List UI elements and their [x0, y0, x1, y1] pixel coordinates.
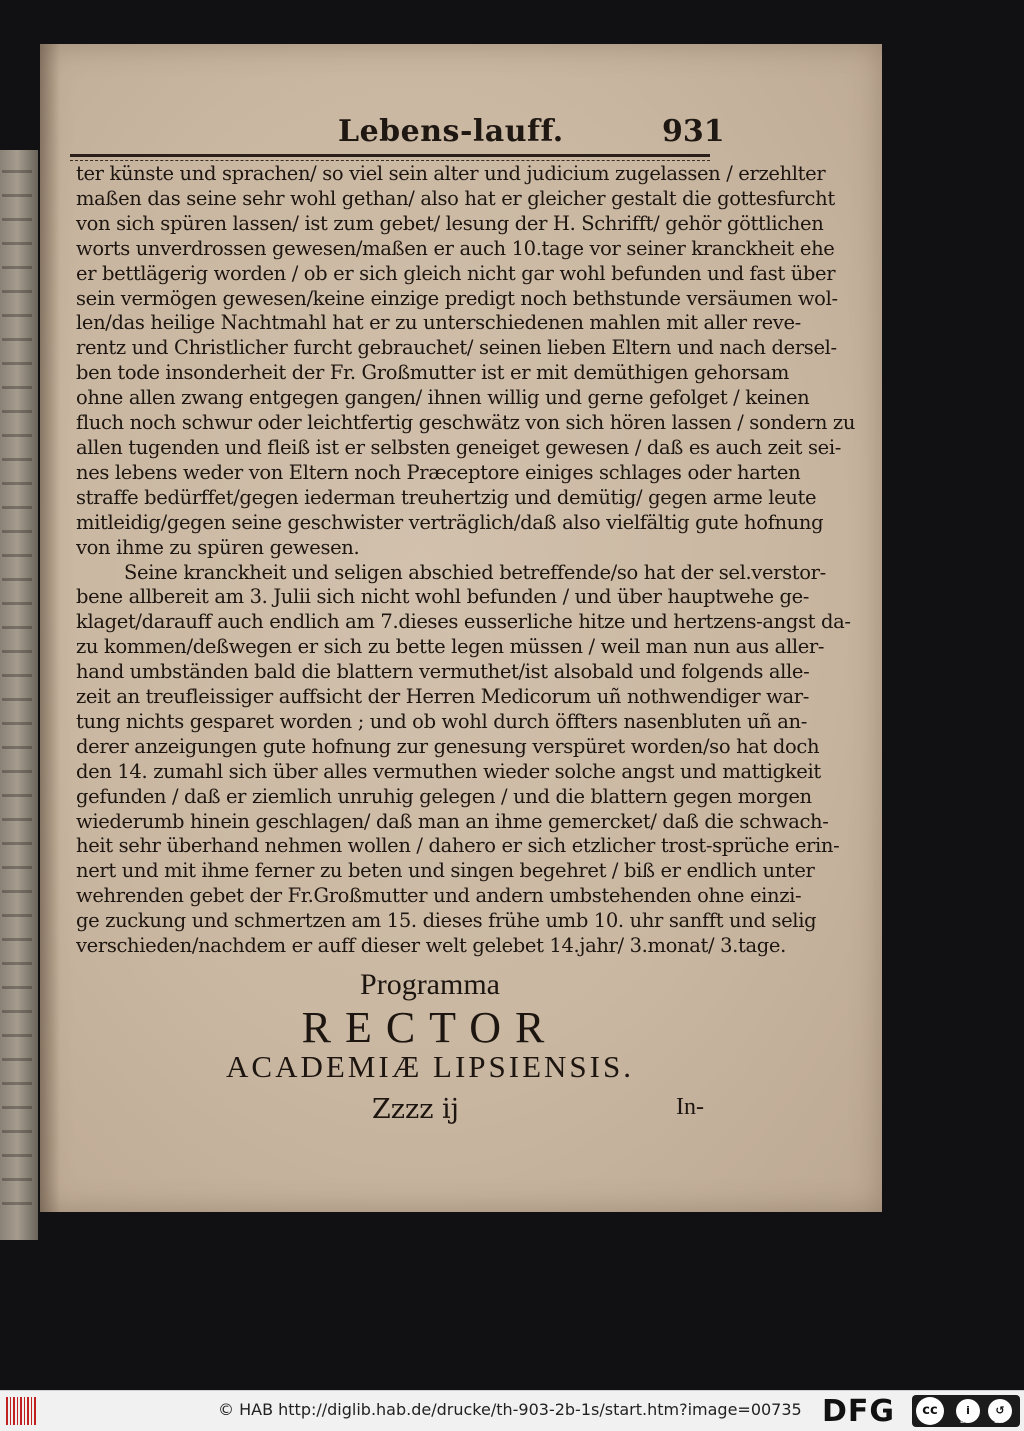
text-line: worts unverdrossen gewesen/maßen er auch 10.tage vor seiner kranckheit ehe: [76, 236, 835, 260]
footer-bar: [0, 1390, 1024, 1431]
text-line: ben tode insonderheit der Fr. Großmutter ist er mit demüthigen gehorsam: [76, 361, 789, 385]
cc-by-icon: i: [956, 1399, 980, 1423]
text-line: er bettlägerig worden / ob er sich gleich nicht gar wohl befunden und fast über: [76, 261, 836, 285]
text-line: ge zuckung und schmertzen am 15. dieses frühe umb 10. uhr sanfft und selig: [76, 909, 817, 933]
catchword: In-: [676, 1094, 704, 1120]
text-line: sein vermögen gewesen/keine einzige predigt noch bethstunde versäumen wol-: [76, 286, 838, 310]
text-line: wehrenden gebet der Fr.Großmutter und andern umbstehenden ohne einzi-: [76, 884, 802, 908]
programma-title: Programma: [360, 968, 500, 1001]
text-line: len/das heilige Nachtmahl hat er zu unterschiedenen mahlen mit aller reve-: [76, 311, 801, 335]
text-line: maßen das seine sehr wohl gethan/ also hat er gleicher gestalt die gottesfurcht: [76, 186, 835, 210]
text-line: von sich spüren lassen/ ist zum gebet/ lesung der H. Schrifft/ gehör göttlichen: [76, 211, 824, 235]
text-line: von ihme zu spüren gewesen.: [76, 535, 360, 559]
text-line: klaget/darauff auch endlich am 7.dieses eusserliche hitze und hertzens-angst da-: [76, 610, 851, 634]
cc-by-label: BY: [960, 1417, 969, 1425]
text-line: zeit an treufleissiger auffsicht der Herren Medicorum uñ nothwendiger war-: [76, 685, 810, 709]
page-number: 931: [662, 114, 725, 149]
text-line: nes lebens weder von Eltern noch Præceptore einiges schlages oder harten: [76, 460, 801, 484]
text-line: Seine kranckheit und seligen abschied betreffende/so hat der sel.verstor-: [124, 560, 826, 584]
text-line: allen tugenden und fleiß ist er selbsten geneiget gewesen / daß es auch zeit sei-: [76, 435, 841, 459]
cc-license-badge[interactable]: [912, 1395, 1020, 1427]
page-gutter-shadow: [40, 44, 60, 1212]
text-line: ter künste und sprachen/ so viel sein alter und judicium zugelassen / erzehlter: [76, 162, 826, 185]
text-line: fluch noch schwur oder leichtfertig geschwätz von sich hören lassen / sondern zu: [76, 411, 856, 435]
text-line: straffe bedürffet/gegen iederman treuhertzig und demütig/ gegen arme leute: [76, 485, 817, 509]
barcode-icon: [6, 1397, 38, 1425]
text-line: hand umbständen bald die blattern vermuthet/ist alsobald und folgends alle-: [76, 660, 810, 684]
text-line: verschieden/nachdem er auff dieser welt gelebet 14.jahr/ 3.monat/ 3.tage.: [76, 934, 786, 958]
programma-rector: RECTOR: [301, 1003, 559, 1052]
previous-page-edge: [0, 150, 38, 1240]
running-title: Lebens-lauff.: [338, 114, 564, 149]
text-line: ohne allen zwang entgegen gangen/ ihnen willig und gerne gefolget / keinen: [76, 386, 810, 410]
text-line: tung nichts gesparet worden ; und ob wohl durch öffters nasenbluten uñ an-: [76, 709, 807, 733]
text-line: rentz und Christlicher furcht gebrauchet/ seinen lieben Eltern und nach dersel-: [76, 336, 837, 360]
programma-heading: [170, 968, 690, 1085]
footer-credit-link[interactable]: © HAB http://diglib.hab.de/drucke/th-903-2b-1s/start.htm?image=00735: [218, 1400, 802, 1419]
cc-license-icon: cc: [916, 1397, 944, 1425]
text-line: bene allbereit am 3. Julii sich nicht wohl befunden / und über hauptwehe ge-: [76, 585, 810, 609]
text-line: nert und mit ihme ferner zu beten und singen begehret / biß er endlich unter: [76, 859, 815, 883]
text-line: zu kommen/deßwegen er sich zu bette legen müssen / weil man nun aus aller-: [76, 635, 825, 659]
text-line: heit sehr überhand nehmen wollen / dahero er sich etzlicher trost-sprüche erin-: [76, 834, 840, 858]
cc-sa-icon: ↺: [988, 1399, 1012, 1423]
header-rule-dashed: [70, 160, 710, 161]
scanned-page: [40, 44, 882, 1212]
cc-sa-label: SA: [994, 1417, 1004, 1425]
text-line: derer anzeigungen gute hofnung zur genesung verspüret worden/so hat doch: [76, 734, 820, 758]
page-header: [70, 114, 725, 154]
body-text: [76, 162, 856, 959]
dfg-logo: DFG: [822, 1394, 896, 1429]
programma-academy: ACADEMIÆ LIPSIENSIS.: [226, 1049, 634, 1084]
signature-mark: Zzzz ij: [372, 1094, 460, 1125]
text-line: wiederumb hinein geschlagen/ daß man an ihme gemercket/ daß die schwach-: [76, 809, 829, 833]
text-line: mitleidig/gegen seine geschwister verträglich/daß also vielfältig gute hofnung: [76, 510, 824, 534]
header-rule: [70, 154, 710, 157]
text-line: gefunden / daß er ziemlich unruhig gelegen / und die blattern gegen morgen: [76, 784, 812, 808]
text-line: den 14. zumahl sich über alles vermuthen wieder solche angst und mattigkeit: [76, 759, 821, 783]
